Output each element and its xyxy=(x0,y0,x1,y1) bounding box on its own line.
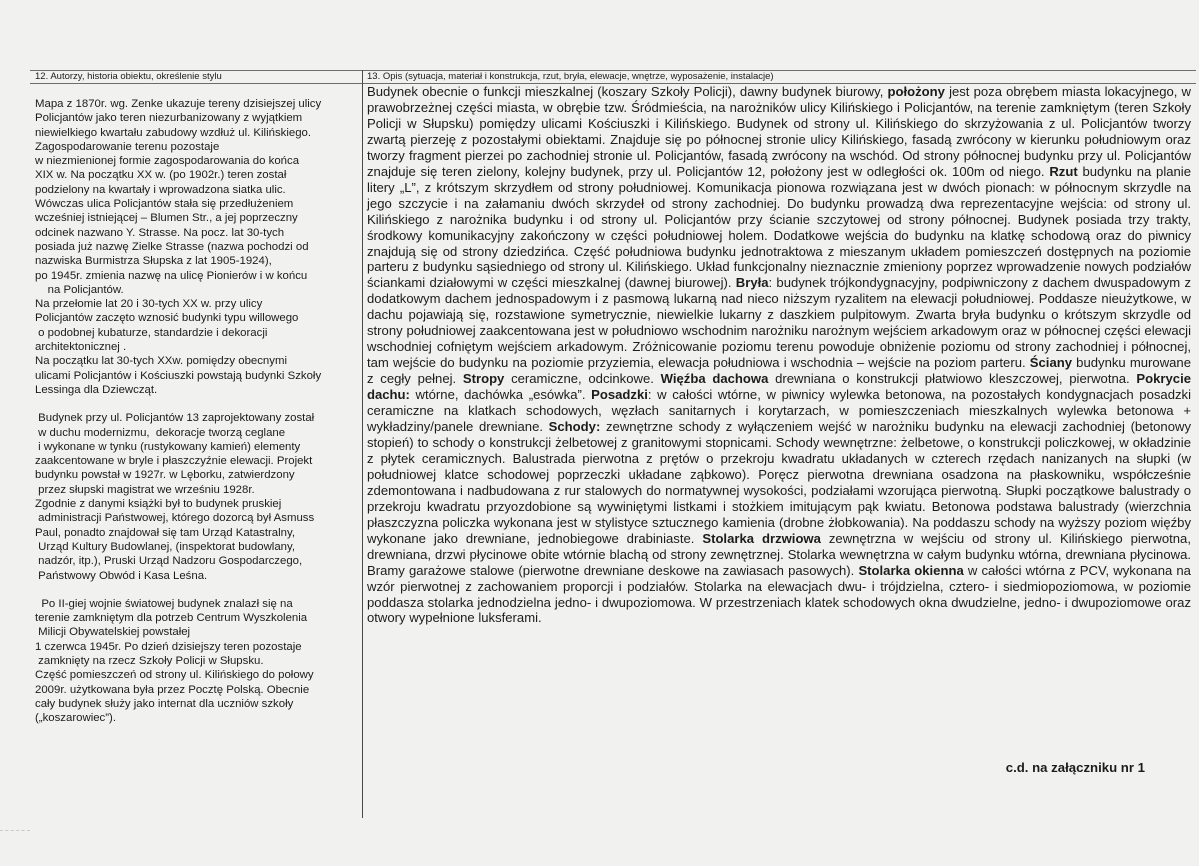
desc-text: zewnętrzna w wejściu od strony ul. Kilińskiego pierwotna, drewniana, drzwi płycinowe obite wtórnie blachą od strony zewnętrznej. Stolarka wewnętrzna w całym budynku wtórna, drewniana płycinowa. Bramy garażowe stalowe (pierwotne drewniane deskowe na zawiasach pasowych). xyxy=(367,530,1191,578)
term-stolarka-drzwiowa: Stolarka drzwiowa xyxy=(702,530,821,546)
desc-text: wtórne, dachówka „esówka”. xyxy=(409,387,592,403)
desc-text: w całości wtórna z PCV, wykonana na wzór pierwotnej z zachowaniem proporcji i podziałów. Stolarka na elewacjach dwu- i trójdzielna, cztero- i siedmiopoziomowa, w poziomie poddasza stolarka jednodzielna jedno- i dwupoziomowa. W przestrzeniach klatek schodowych okna dwudzielne, jedno- i dwupoziomowe oraz otwory wypełnione luksferami. xyxy=(367,562,1191,626)
term-stropy: Stropy xyxy=(462,371,505,387)
desc-text: : budynek trójkondygnacyjny, podpiwniczony z dachem dwuspadowym z dodatkowym dachem jednospadowym i z pasmową lukarną nad nieco niższym ryzalitem na elewacji południowej. Poddasze nieużytkowe, w dachu pojawiają się, rozstawione symetrycznie, niewielkie lukarny z daszkiem pulpitowym. Zwarta bryła budynku o krótszym skrzydle od strony południowej zaakcentowana jest w południowo wschodnim narożniku narożnym wejściem arkadowym oraz w północnej części elewacji wschodniej cofniętym wejściem arkadowym. Zróżnicowanie poziomu terenu powoduje obniżenie poziomu od strony zachodniej i północnej, tam wejście do budynku na poziomie przyziemia, elewacja południowa i wschodnia – wejście na poziom parteru. xyxy=(367,275,1191,371)
history-paragraph-2: Budynek przy ul. Policjantów 13 zaprojektowany został w duchu modernizmu, dekoracje tworzą ceglane i wykonane w tynku (rustykowany kamień) elementy zaakcentowane w bryle i płaszczyźnie elewacji. Projekt budynku powstał w 1927r. w Lęborku, zatwierdzony przez słupski magistrat we wrześniu 1928r. Zgodnie z danymi książki był to budynek pruskiej administracji Państwowej, którego dozorcą był Asmuss Paul, ponadto znajdował się tam Urząd Katastralny, Urząd Kultury Budowlanej, (inspektorat budowlany, nadzór, itp.), Pruski Urząd Nadzoru Gospodarczego, Państwowy Obwód i Kasa Leśna. xyxy=(35,412,315,582)
desc-text: : w całości wtórne, w piwnicy wylewka betonowa, na pozostałych kondygnacjach posadzki ceramiczne na klatkach schodowych, węzłach sanitarnych i korytarzach, w pomieszczeniach mieszkalnych wylewka betonowa + wykładziny/panele drewniane. xyxy=(367,387,1191,435)
desc-text: zewnętrzne schody z wyłączeniem wejść w narożniku budynku na elewacji zachodniej (betonowy stopień) to schody o konstrukcji żelbetowej z granitowymi stopnicami. Schody wewnętrzne: żelbetowe, o konstrukcji policzkowej, w okładzinie z płytek ceramicznych. Balustrada pierwotna z prętów o przekroju kwadratu układanych w czterech rzędach nanizanych na słupki (w południowej klatce schodowej poprzeczki układane ząbkowo). Poręcz pierwotna drewniana osadzona na płaskowniku, współcześnie zdemontowana i nadbudowana z rur stalowych do normatywnej wysokości, podziałami wzorująca pierwotną. Słupki początkowe balustrady o przekroju kwadratu przyozdobione są wywiniętymi listkami i stożkiem imitującym pąk kwiatu. Betonowa podstawa balustrady (wierzchnia płaszczyzna policzka wykonana jest w stylistyce sztucznego kamienia (drobne żłobkowania). Na poddaszu schody na wyższy poziom więźby wykonane jako drewniane, jednobiegowe drabiniaste. xyxy=(367,419,1191,546)
term-posadzki: Posadzki xyxy=(591,387,648,403)
history-paragraph-1: Mapa z 1870r. wg. Zenke ukazuje tereny dzisiejszej ulicy Policjantów jako teren niezurbanizowany z wyjątkiem niewielkiego kwartału zabudowy wzdłuż ul. Kilińskiego. Zagospodarowanie terenu pozostaje w niezmienionej formie zagospodarowania do końca XIX w. Na początku XX w. (po 1902r.) teren został podzielony na kwartały i wprowadzona siatka ulic. Wówczas ulica Policjantów stała się przedłużeniem wcześniej istniejącej – Blumen Str., a jej poprzeczny odcinek nazwano Y. Strasse. Na pocz. lat 30-tych posiada już nazwę Zielke Strasse (nazwa pochodzi od nazwiska Burmistrza Słupska z lat 1905-1924), po 1945r. zmienia nazwę na ulicę Pionierów i w końcu na Policjantów. Na przełomie lat 20 i 30-tych XX w. przy ulicy Policjantów zaczęto wznosić budynki typu willowego o podobnej kubaturze, standardzie i dekoracji architektonicznej . Na początku lat 30-tych XXw. pomiędzy obecnymi ulicami Policjantów i Kościuszki powstają budynki Szkoły Lessinga dla Dziewcząt. xyxy=(35,98,322,396)
term-bryla: Bryła xyxy=(735,275,769,291)
term-pokrycie-dachu: Pokrycie dachu: xyxy=(367,371,1191,403)
history-paragraph-3: Po II-giej wojnie światowej budynek znalazł się na terenie zamkniętym dla potrzeb Centrum Wyszkolenia Milicji Obywatelskiej powstałej 1 czerwca 1945r. Po dzień dzisiejszy teren pozostaje zamknięty na rzecz Szkoły Policji w Słupsku. Część pomieszczeń od strony ul. Kilińskiego do połowy 2009r. użytkowana była przez Pocztę Polską. Obecnie cały budynek służy jako internat dla uczniów szkoły („koszarowiec”). xyxy=(35,597,314,725)
term-stolarka-okienna: Stolarka okienna xyxy=(858,562,964,578)
term-schody: Schody: xyxy=(548,419,601,435)
term-rzut: Rzut xyxy=(1049,163,1078,179)
description-column xyxy=(367,84,1191,626)
term-sciany: Ściany xyxy=(1029,355,1073,371)
desc-text: jest poza obrębem miasta lokacyjnego, w prawobrzeżnej części miasta, w obrębie tzw. Śródmieścia, na narożników ulicy Kilińskiego i Policjantów, na terenie zamkniętym (teren Szkoły Policji w Słupsku) pomiędzy ulicami Kościuszki i Kilińskiego. Budynek od strony ul. Kilińskiego do skrzyżowania z ul. Policjantów tworzy zwartą pierzeję z pozostałymi obiektami. Znajduje się po północnej stronie ulicy Kilińskiego, fasadą zwrócony w kierunku południowym oraz tworzy fragment pierzei po zachodniej stronie ul. Policjantów, fasadą zwrócony na wschód. Od strony północnej budynku przy ul. Policjantów znajduje się teren zielony, kolejny budynek, przy ul. Policjantów 12, położony jest w odległości ok. 100m od niego. xyxy=(367,84,1191,179)
description-paragraph xyxy=(367,84,1191,626)
history-column xyxy=(35,97,361,725)
continuation-note: c.d. na załączniku nr 1 xyxy=(1005,760,1145,775)
term-polozony: położony xyxy=(887,84,945,99)
section-12-header: 12. Autorzy, historia obiektu, określenie stylu xyxy=(35,71,222,82)
scan-edge-mark xyxy=(0,830,30,841)
desc-text: budynku murowane z cegły pełnej. xyxy=(367,355,1191,387)
column-divider xyxy=(362,70,363,818)
term-wiezba: Więźba dachowa xyxy=(660,371,769,387)
desc-text: Budynek obecnie o funkcji mieszkalnej (koszary Szkoły Policji), dawny budynek biurowy, xyxy=(367,84,888,99)
section-13-header: 13. Opis (sytuacja, materiał i konstrukcja, rzut, bryła, elewacje, wnętrze, wyposażenie, instalacje) xyxy=(367,71,774,82)
desc-text: drewniana o konstrukcji płatwiowo kleszczowej, pierwotna. xyxy=(768,371,1137,387)
desc-text: ceramiczne, odcinkowe. xyxy=(504,371,661,387)
desc-text: budynku na planie litery „L”, z krótszym skrzydłem od strony południowej. Komunikacja pionowa rozwiązana jest w dwóch pionach: w północnym skrzydle na jego szczycie i na załamaniu dwóch skrzydeł od strony zachodniej. Do budynku prowadzą dwa reprezentacyjne wejścia: od strony ul. Kilińskiego z narożnika budynku i od strony ul. Policjantów przy ścianie szczytowej od strony północnej. Budynek posiada trzy trakty, środkowy komunikacyjny zakończony w części południowej holem. Dodatkowe wejścia do budynku na klatkę schodową oraz do piwnicy znajdują się od strony dziedzińca. Część południowa budynku jednotraktowa z mieszanym układem pomieszczeń dostępnych na poziomie parteru z budynku sąsiedniego od strony ul. Kilińskiego. Układ funkcjonalny nieznacznie zmieniony poprzez wprowadzenie nowych podziałów ściankami działowymi w części mieszkalnej (dawnej biurowej). xyxy=(367,163,1191,291)
